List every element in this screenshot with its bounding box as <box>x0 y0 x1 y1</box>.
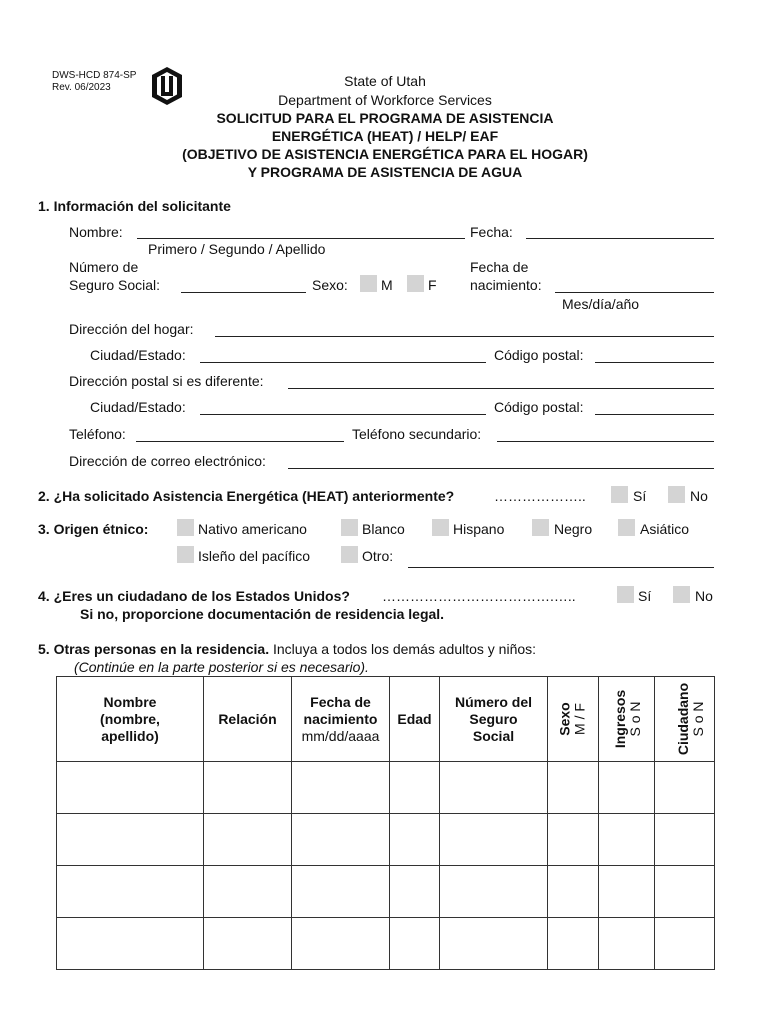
col-dob-line3: mm/dd/aaaa <box>301 727 380 744</box>
col-income-line2: S o N <box>627 700 644 737</box>
cell-citizen[interactable] <box>655 762 715 814</box>
cell-sex[interactable] <box>548 918 599 970</box>
ethnic-hispanic-label: Hispano <box>453 521 505 537</box>
col-dob-line2: nacimiento <box>303 710 378 727</box>
col-sex-header <box>548 677 599 762</box>
ethnic-native-american-checkbox[interactable] <box>177 519 194 536</box>
phone-field[interactable] <box>136 441 344 442</box>
cell-citizen[interactable] <box>655 918 715 970</box>
ssn-label-line1: Número de <box>69 259 139 275</box>
phone2-label: Teléfono secundario: <box>352 426 482 442</box>
email-field[interactable] <box>288 468 714 469</box>
email-label: Dirección de correo electrónico: <box>69 453 266 469</box>
col-ssn-line1: Número del <box>454 693 532 710</box>
section1-heading: 1. Información del solicitante <box>38 198 231 214</box>
sex-m-checkbox[interactable] <box>360 275 377 292</box>
citizen-no-checkbox[interactable] <box>673 586 690 603</box>
cell-ssn[interactable] <box>440 918 548 970</box>
citizen-yes-checkbox[interactable] <box>617 586 634 603</box>
col-ssn-line2: Seguro <box>469 710 518 727</box>
cell-age[interactable] <box>390 866 440 918</box>
col-citizen-header <box>655 677 715 762</box>
section5-heading <box>38 641 536 657</box>
mailing-zip-label: Código postal: <box>494 399 584 415</box>
cell-relation[interactable] <box>204 866 292 918</box>
name-field[interactable] <box>137 238 465 239</box>
cell-name[interactable] <box>57 814 204 866</box>
ssn-label-line2: Seguro Social: <box>69 277 161 293</box>
mailing-zip-field[interactable] <box>595 414 714 415</box>
cell-sex[interactable] <box>548 814 599 866</box>
citizen-no-label: No <box>695 588 713 604</box>
ethnic-hispanic-checkbox[interactable] <box>432 519 449 536</box>
table-row <box>57 762 715 814</box>
cell-sex[interactable] <box>548 866 599 918</box>
form-code: DWS-HCD 874-SP <box>52 70 137 81</box>
section5-heading-bold: 5. Otras personas en la residencia. <box>38 641 270 657</box>
dob-label-line2: nacimiento: <box>470 277 542 293</box>
header-state: State of Utah <box>344 73 426 89</box>
col-citizen-rotated <box>676 682 706 754</box>
cell-citizen[interactable] <box>655 814 715 866</box>
col-ssn-line3: Social <box>472 727 515 744</box>
cell-ssn[interactable] <box>440 814 548 866</box>
section5-note: (Continúe en la parte posterior si es necesario). <box>74 659 369 675</box>
header-title-2: ENERGÉTICA (HEAT) / HELP/ EAF <box>271 128 499 144</box>
form-revision: Rev. 06/2023 <box>52 82 111 93</box>
col-name-line2: (nombre, <box>100 710 160 727</box>
home-address-field[interactable] <box>215 336 714 337</box>
cell-dob[interactable] <box>292 866 390 918</box>
zip-label: Código postal: <box>494 347 584 363</box>
ethnic-asian-checkbox[interactable] <box>618 519 635 536</box>
cell-income[interactable] <box>599 918 655 970</box>
col-sex-line2: M / F <box>572 702 588 735</box>
table-header-row <box>57 677 715 762</box>
col-age-header: Edad <box>390 677 440 762</box>
ethnic-white-label: Blanco <box>362 521 405 537</box>
zip-field[interactable] <box>595 362 714 363</box>
cell-name[interactable] <box>57 866 204 918</box>
ethnic-other-label: Otro: <box>362 548 394 564</box>
section3-label: 3. Origen étnico: <box>38 521 149 537</box>
heat-no-label: No <box>690 488 708 504</box>
ethnic-asian-label: Asiático <box>640 521 690 537</box>
sex-label: Sexo: <box>312 277 348 293</box>
ethnic-white-checkbox[interactable] <box>341 519 358 536</box>
sex-m-label: M <box>381 277 393 293</box>
cell-income[interactable] <box>599 814 655 866</box>
cell-income[interactable] <box>599 866 655 918</box>
cell-income[interactable] <box>599 762 655 814</box>
city-state-field[interactable] <box>200 362 486 363</box>
sex-f-checkbox[interactable] <box>407 275 424 292</box>
dob-hint: Mes/día/año <box>562 296 640 312</box>
col-income-line1: Ingresos <box>612 689 629 748</box>
cell-age[interactable] <box>390 762 440 814</box>
col-ssn-header <box>440 677 548 762</box>
city-state-label: Ciudad/Estado: <box>90 347 186 363</box>
name-label: Nombre: <box>69 224 123 240</box>
col-dob-line1: Fecha de <box>310 693 371 710</box>
cell-dob[interactable] <box>292 814 390 866</box>
cell-ssn[interactable] <box>440 762 548 814</box>
mailing-city-state-field[interactable] <box>200 414 486 415</box>
section5-heading-rest: Incluya a todos los demás adultos y niños: <box>269 641 537 657</box>
col-sex-rotated <box>558 702 588 735</box>
ethnic-pacific-islander-checkbox[interactable] <box>177 546 194 563</box>
dob-field[interactable] <box>555 292 714 293</box>
ethnic-native-american-label: Nativo americano <box>198 521 307 537</box>
header-title-3: (OBJETIVO DE ASISTENCIA ENERGÉTICA PARA EL HOGAR) <box>182 146 588 162</box>
col-name-line3: apellido) <box>101 727 159 744</box>
section4-question: 4. ¿Eres un ciudadano de los Estados Unidos? <box>38 588 350 604</box>
heat-yes-label: Sí <box>633 488 647 504</box>
header-title-4: Y PROGRAMA DE ASISTENCIA DE AGUA <box>247 164 523 180</box>
ethnic-pacific-islander-label: Isleño del pacífico <box>198 548 311 564</box>
cell-age[interactable] <box>390 814 440 866</box>
header-title-1: SOLICITUD PARA EL PROGRAMA DE ASISTENCIA <box>216 110 554 126</box>
cell-ssn[interactable] <box>440 866 548 918</box>
date-label: Fecha: <box>470 224 513 240</box>
ssn-field[interactable] <box>181 292 306 293</box>
cell-dob[interactable] <box>292 762 390 814</box>
cell-sex[interactable] <box>548 762 599 814</box>
name-hint: Primero / Segundo / Apellido <box>148 241 326 257</box>
col-dob-header <box>292 677 390 762</box>
section4-note: Si no, proporcione documentación de residencia legal. <box>80 606 445 622</box>
table-row <box>57 866 715 918</box>
section4-dots: ……………………………….….. <box>382 588 576 604</box>
col-citizen-line1: Ciudadano <box>675 682 692 755</box>
ethnic-other-field[interactable] <box>408 567 714 568</box>
section2-question: 2. ¿Ha solicitado Asistencia Energética (HEAT) anteriormente? <box>38 488 455 504</box>
header-department: Department of Workforce Services <box>278 92 492 108</box>
citizen-yes-label: Sí <box>638 588 652 604</box>
col-income-rotated <box>613 689 643 747</box>
cell-citizen[interactable] <box>655 866 715 918</box>
col-relation-header: Relación <box>204 677 292 762</box>
cell-relation[interactable] <box>204 814 292 866</box>
heat-no-checkbox[interactable] <box>668 486 685 503</box>
phone2-field[interactable] <box>497 441 714 442</box>
cell-name[interactable] <box>57 762 204 814</box>
mailing-address-field[interactable] <box>288 388 714 389</box>
sex-f-label: F <box>428 277 437 293</box>
mailing-city-state-label: Ciudad/Estado: <box>90 399 186 415</box>
col-name-header <box>57 677 204 762</box>
ethnic-black-checkbox[interactable] <box>532 519 549 536</box>
table-row <box>57 918 715 970</box>
section2-dots: ……………….. <box>494 488 586 504</box>
home-address-label: Dirección del hogar: <box>69 321 194 337</box>
table-row <box>57 814 715 866</box>
date-field[interactable] <box>526 238 714 239</box>
cell-name[interactable] <box>57 918 204 970</box>
household-members-table <box>56 676 715 970</box>
col-name-line1: Nombre <box>103 693 157 710</box>
ethnic-other-checkbox[interactable] <box>341 546 358 563</box>
cell-dob[interactable] <box>292 918 390 970</box>
cell-relation[interactable] <box>204 918 292 970</box>
phone-label: Teléfono: <box>69 426 126 442</box>
col-citizen-line2: S o N <box>690 701 707 737</box>
mailing-address-label: Dirección postal si es diferente: <box>69 373 264 389</box>
col-sex-line1: Sexo <box>557 701 573 736</box>
col-income-header <box>599 677 655 762</box>
ethnic-black-label: Negro <box>554 521 593 537</box>
heat-yes-checkbox[interactable] <box>611 486 628 503</box>
cell-relation[interactable] <box>204 762 292 814</box>
dob-label-line1: Fecha de <box>470 259 529 275</box>
cell-age[interactable] <box>390 918 440 970</box>
